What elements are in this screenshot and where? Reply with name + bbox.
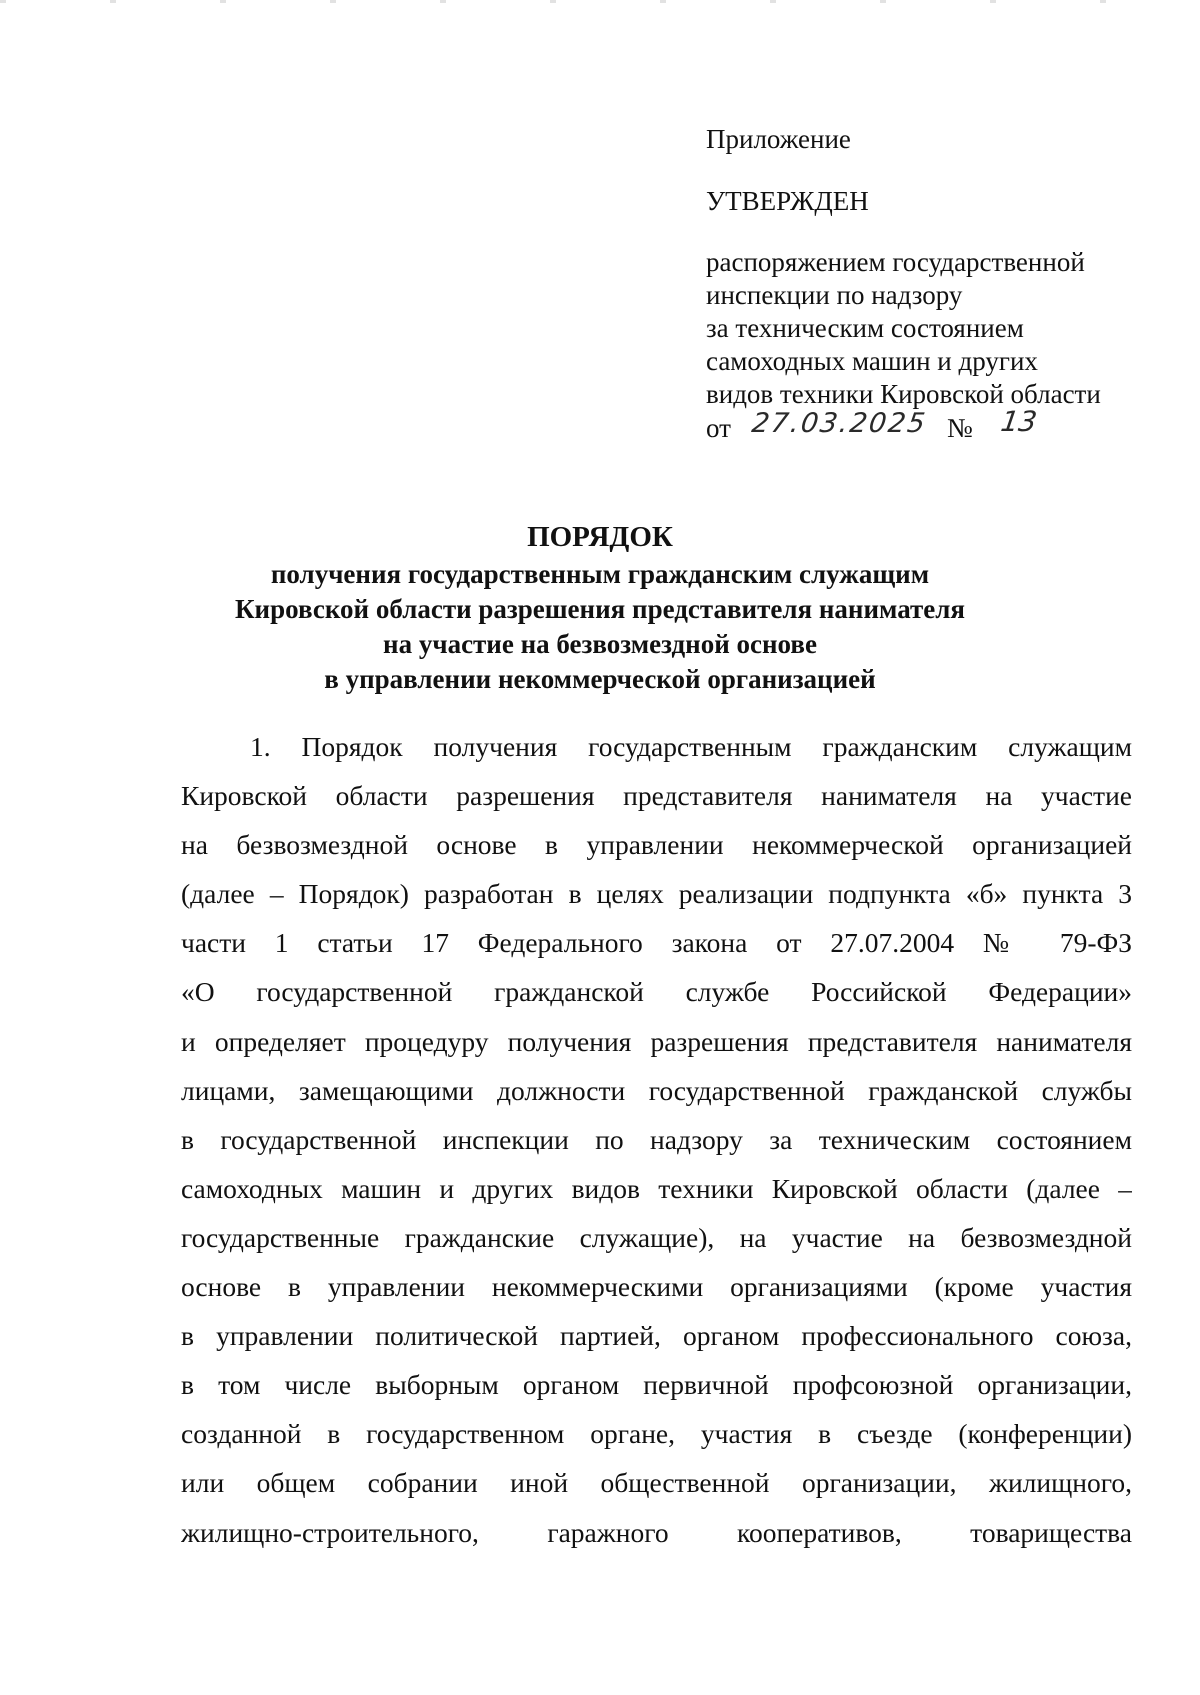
issuer-line: инспекции по надзору	[706, 280, 963, 310]
date-prefix: от	[706, 413, 731, 443]
date-number-row	[706, 405, 1166, 451]
body-line: лицами, замещающими должности государственной гражданской службы	[181, 1074, 1132, 1106]
body-line: на безвозмездной основе в управлении некоммерческой организацией	[181, 829, 1132, 861]
body-line: Кировской области разрешения представителя нанимателя на участие	[181, 780, 1132, 812]
number-sign: №	[947, 413, 973, 443]
approval-block	[706, 122, 1166, 451]
body-line: жилищно-строительного, гаражного кооперативов, товарищества	[181, 1516, 1132, 1548]
body-line: части 1 статьи 17 Федерального закона от 27.07.2004 № 79-ФЗ	[181, 927, 1132, 959]
handwritten-date: 27.03.2025	[749, 408, 929, 439]
handwritten-number: 13	[998, 405, 1040, 438]
subtitle-line: на участие на безвозмездной основе	[383, 629, 817, 659]
body-line: государственные гражданские служащие), на участие на безвозмездной	[181, 1221, 1132, 1253]
appendix-label: Приложение	[706, 124, 851, 154]
issuer-line: самоходных машин и других	[706, 346, 1038, 376]
body-line: в том числе выборным органом первичной профсоюзной организации,	[181, 1369, 1132, 1401]
body-line: созданной в государственном органе, участия в съезде (конференции)	[181, 1418, 1132, 1450]
approved-label: УТВЕРЖДЕН	[706, 186, 869, 216]
body-line: самоходных машин и других видов техники Кировской области (далее –	[181, 1172, 1132, 1204]
body-line: в государственной инспекции по надзору за техническим состоянием	[181, 1123, 1132, 1155]
issuer-line: за техническим состоянием	[706, 313, 1024, 343]
document-title-block	[160, 517, 1040, 697]
issuer-block	[706, 246, 1166, 451]
scan-top-edge	[0, 0, 1200, 3]
subtitle-line: в управлении некоммерческой организацией	[324, 664, 876, 694]
body-line: или общем собрании иной общественной организации, жилищного,	[181, 1467, 1132, 1499]
body-line: и определяет процедуру получения разрешения представителя нанимателя	[181, 1025, 1132, 1057]
body-line: (далее – Порядок) разработан в целях реализации подпункта «б» пункта 3	[181, 878, 1132, 910]
body-line: в управлении политической партией, органом профессионального союза,	[181, 1320, 1132, 1352]
subtitle-line: получения государственным гражданским служащим	[270, 559, 930, 589]
document-title: ПОРЯДОК	[527, 521, 673, 553]
subtitle-line: Кировской области разрешения представителя нанимателя	[234, 594, 966, 624]
issuer-line: видов техники Кировской области	[706, 379, 1101, 409]
body-line: «О государственной гражданской службе Российской Федерации»	[181, 976, 1132, 1008]
body-line: основе в управлении некоммерческими организациями (кроме участия	[181, 1271, 1132, 1303]
body-line: 1. Порядок получения государственным гражданским служащим	[250, 731, 1132, 762]
issuer-line: распоряжением государственной	[706, 247, 1085, 277]
body-paragraph	[181, 722, 1132, 1557]
